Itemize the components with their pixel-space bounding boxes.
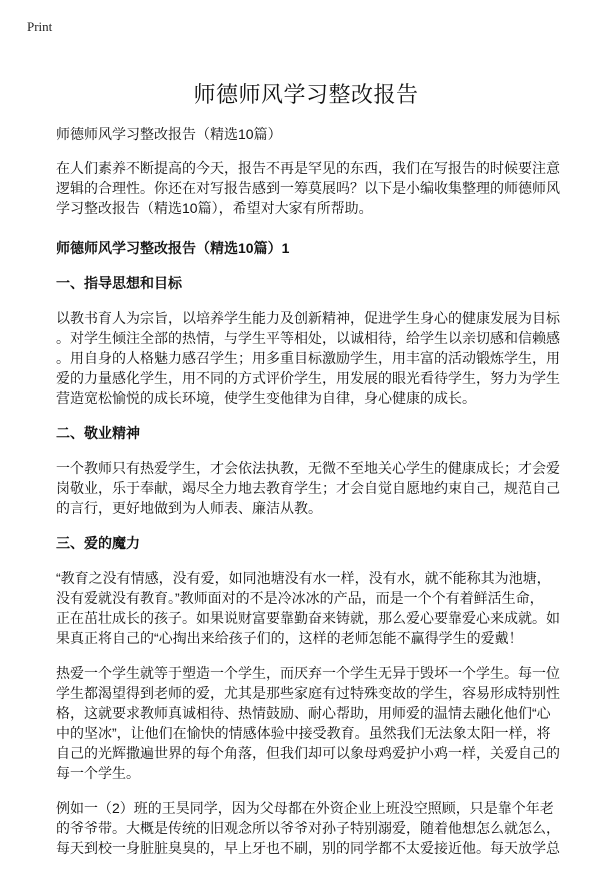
text-line: 没有爱就没有教育。”教师面对的不是冷冰冰的产品，而是一个个有着鲜活生命， [56, 590, 544, 606]
text-line: 在人们素养不断提高的今天，报告不再是罕见的东西，我们在写报告的时候要注意 [56, 160, 560, 176]
text-line: 的言行，更好地做到为人师表、廉洁从教。 [56, 500, 322, 516]
section-heading: 二、敬业精神 [56, 425, 140, 441]
text-line: 每天到校一身脏脏臭臭的，早上牙也不刷，别的同学都不太爱接近他。每天放学总 [56, 840, 560, 856]
text-line: 每一个学生。 [56, 765, 140, 781]
section-paragraph [56, 798, 560, 858]
section-paragraph [56, 458, 560, 518]
section-paragraph [56, 663, 560, 783]
text-line: 学生都渴望得到老师的爱，尤其是那些家庭有过特殊变故的学生，容易形成特别性 [56, 685, 560, 701]
text-line: 营造宽松愉悦的成长环境，使学生变他律为自律，身心健康的成长。 [56, 390, 476, 406]
text-line: “教育之没有情感，没有爱，如同池塘没有水一样，没有水，就不能称其为池塘， [56, 570, 551, 586]
sections [56, 273, 560, 858]
text-line: 热爱一个学生就等于塑造一个学生，而厌弃一个学生无异于毁坏一个学生。每一位 [56, 665, 560, 681]
text-line: 。对学生倾注全部的热情，与学生平等相处，以诚相待，给学生以亲切感和信赖感 [56, 330, 560, 346]
section-heading: 一、指导思想和目标 [56, 275, 182, 291]
text-line: 格，这就要求教师真诚相待、热情鼓励、耐心帮助，用师爱的温情去融化他们“心 [56, 705, 551, 721]
text-line: 的爷爷带。大概是传统的旧观念所以爷爷对孙子特别溺爱，随着他想怎么就怎么， [56, 820, 560, 836]
text-line: 逻辑的合理性。你还在对写报告感到一筹莫展吗？以下是小编收集整理的师德师风 [56, 180, 560, 196]
document-page [56, 80, 560, 873]
section-paragraph [56, 568, 560, 648]
document-title: 师德师风学习整改报告 [193, 82, 419, 107]
text-line: 例如一（2）班的王昊同学，因为父母都在外资企业上班没空照顾，只是靠个年老 [56, 800, 554, 816]
article-heading: 师德师风学习整改报告（精选10篇）1 [56, 240, 290, 256]
text-line: 中的坚冰”，让他们在愉快的情感体验中接受教育。虽然我们无法象太阳一样，将 [56, 725, 551, 741]
text-line: 果真正将自己的“心掏出来给孩子们的，这样的老师怎能不赢得学生的爱戴！ [56, 630, 523, 646]
print-link[interactable]: Print [27, 19, 53, 34]
text-line: 以教书育人为宗旨，以培养学生能力及创新精神，促进学生身心的健康发展为目标 [56, 310, 560, 326]
text-line: 。用自身的人格魅力感召学生；用多重目标激励学生，用丰富的活动锻炼学生，用 [56, 350, 560, 366]
document-subtitle: 师德师风学习整改报告（精选10篇） [56, 126, 282, 142]
intro-paragraph [56, 158, 560, 218]
text-line: 学习整改报告（精选10篇），希望对大家有所帮助。 [56, 200, 373, 216]
section-paragraph [56, 308, 560, 408]
text-line: 岗敬业，乐于奉献，竭尽全力地去教育学生；才会自觉自愿地约束自己，规范自己 [56, 480, 560, 496]
text-line: 一个教师只有热爱学生，才会依法执教，无微不至地关心学生的健康成长；才会爱 [56, 460, 560, 476]
text-line: 正在茁壮成长的孩子。如果说财富要靠勤奋来铸就，那么爱心要靠爱心来成就。如 [56, 610, 560, 626]
text-line: 爱的力量感化学生，用不同的方式评价学生，用发展的眼光看待学生，努力为学生 [56, 370, 560, 386]
text-line: 自己的光辉撒遍世界的每个角落，但我们却可以象母鸡爱护小鸡一样，关爱自己的 [56, 745, 560, 761]
section-heading: 三、爱的魔力 [56, 535, 140, 551]
